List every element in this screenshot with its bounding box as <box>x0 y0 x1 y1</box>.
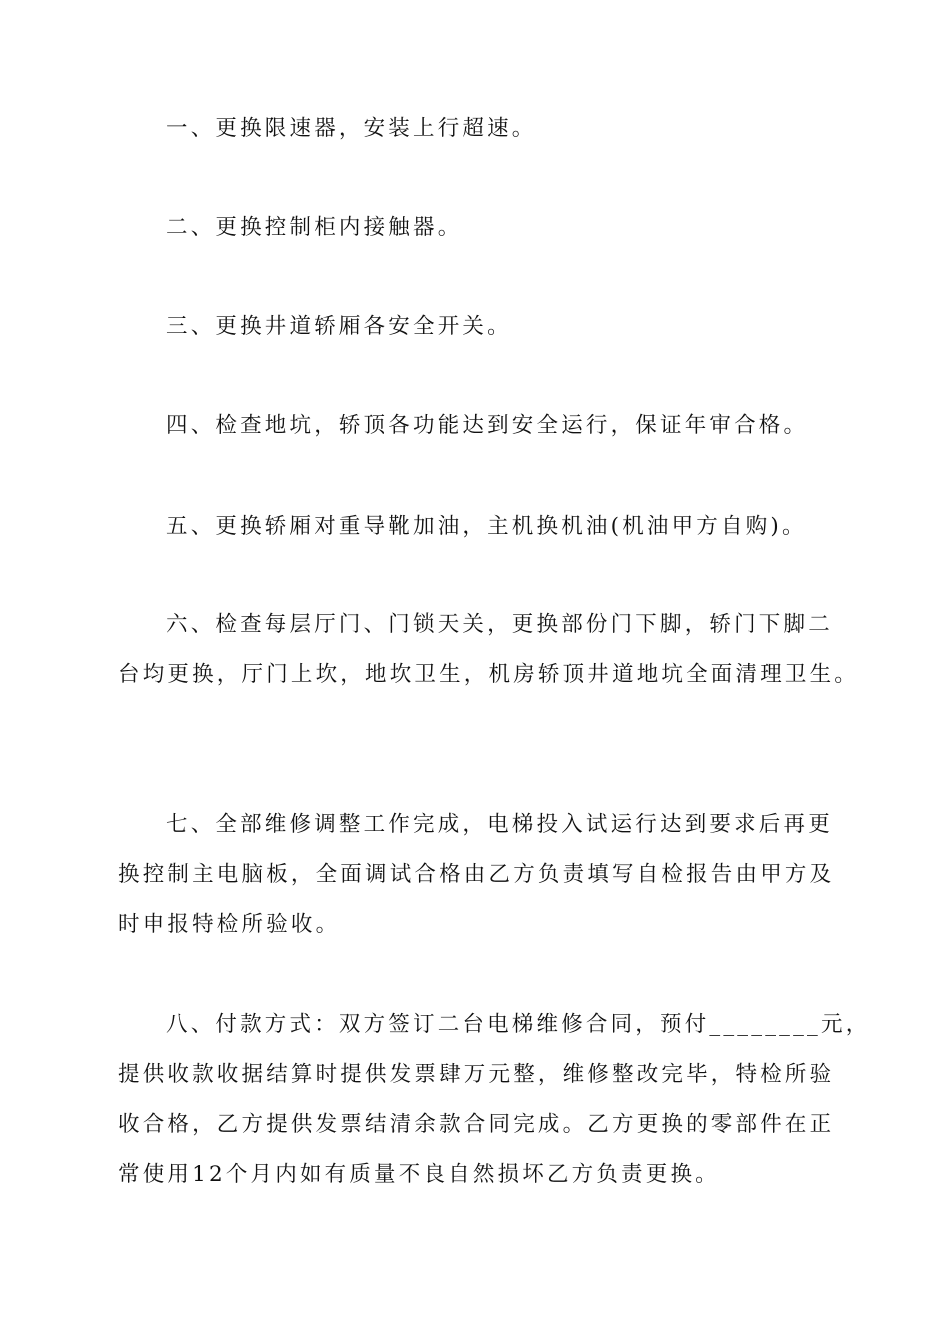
clause-line: 四、检查地坑，轿顶各功能达到安全运行，保证年审合格。 <box>166 413 809 438</box>
clause-1 <box>118 104 858 154</box>
clause-line: 换控制主电脑板，全面调试合格由乙方负责填写自检报告由甲方及 <box>118 862 835 887</box>
clause-line: 时申报特检所验收。 <box>118 912 341 937</box>
clause-line: 五、更换轿厢对重导靴加油，主机换机油(机油甲方自购)。 <box>166 514 807 539</box>
clause-2 <box>118 203 858 253</box>
clause-line: 提供收款收据结算时提供发票肆万元整，维修整改完毕，特检所验 <box>118 1062 835 1087</box>
clause-line: 常使用12个月内如有质量不良自然损坏乙方负责更换。 <box>118 1162 720 1187</box>
clause-3 <box>118 302 858 352</box>
clause-line: 六、检查每层厅门、门锁天关，更换部份门下脚，轿门下脚二 <box>166 612 833 637</box>
clause-line: 八、付款方式：双方签订二台电梯维修合同，预付________元， <box>166 1012 871 1037</box>
clause-6 <box>118 600 858 700</box>
clause-line: 台均更换，厅门上坎，地坎卫生，机房轿顶井道地坑全面清理卫生。 <box>118 662 860 687</box>
clause-line: 三、更换井道轿厢各安全开关。 <box>166 314 512 339</box>
clause-line: 七、全部维修调整工作完成，电梯投入试运行达到要求后再更 <box>166 812 833 837</box>
clause-4 <box>118 401 858 451</box>
clause-7 <box>118 800 858 950</box>
clause-line: 收合格，乙方提供发票结清余款合同完成。乙方更换的零部件在正 <box>118 1112 835 1137</box>
clause-8-payment <box>118 1000 871 1200</box>
clause-line: 二、更换控制柜内接触器。 <box>166 215 463 240</box>
clause-line: 一、更换限速器，安装上行超速。 <box>166 116 537 141</box>
clause-5 <box>118 502 858 552</box>
